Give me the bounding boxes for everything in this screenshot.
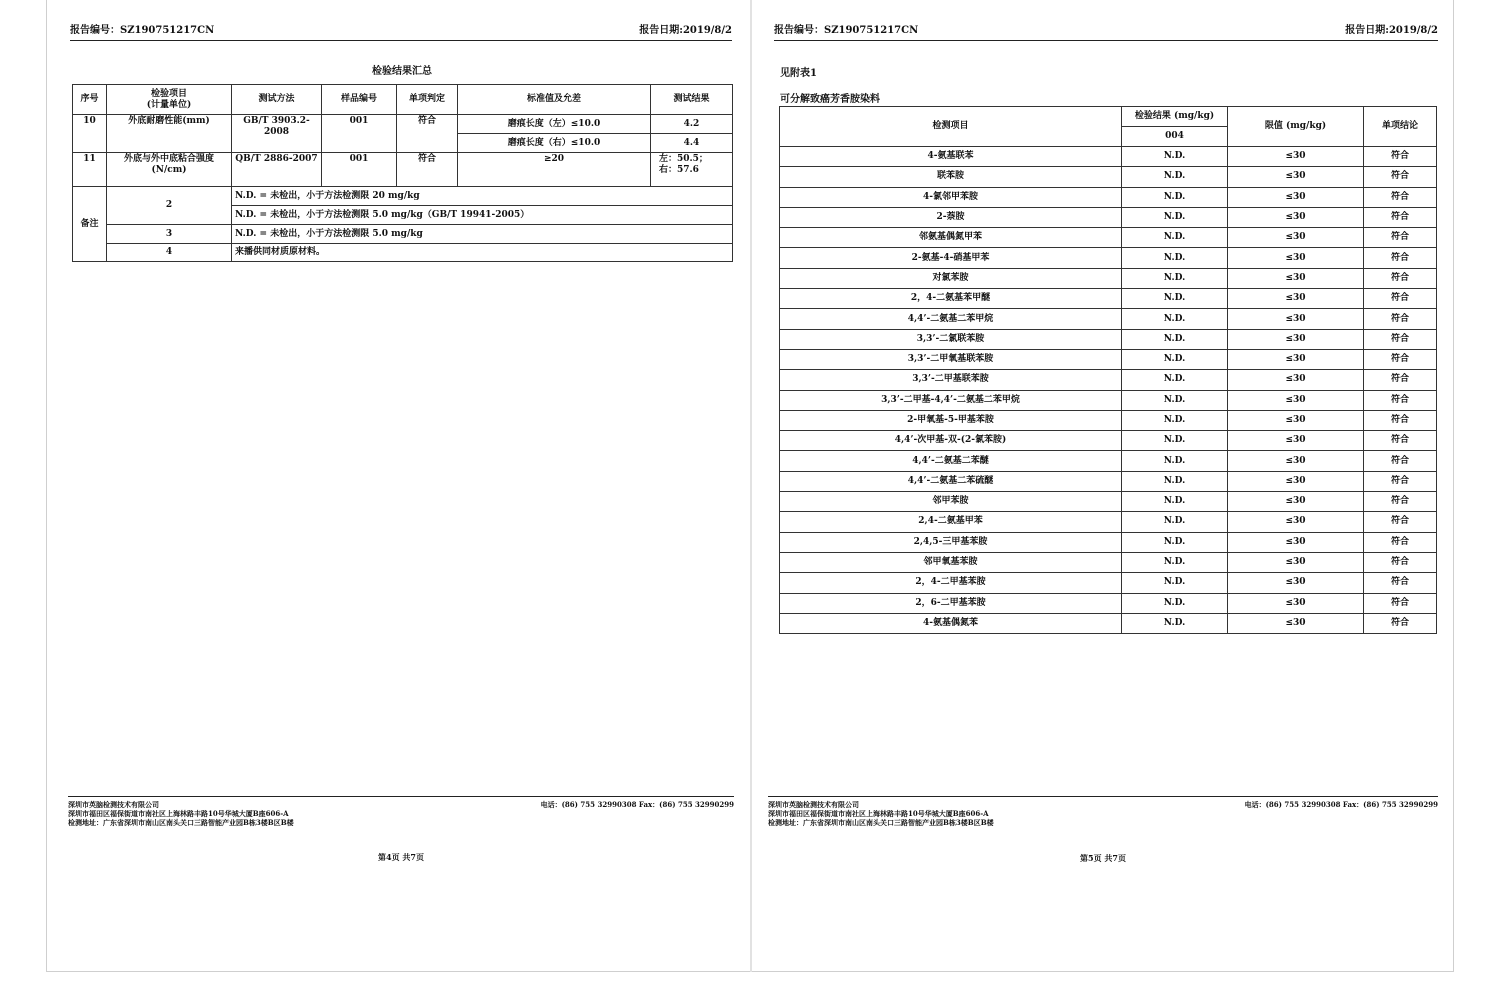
cell-verdict: 符合 [1364,248,1437,268]
cell-result: N.D. [1122,431,1228,451]
remark-number: 2 [107,187,232,225]
cell-verdict: 符合 [1364,431,1437,451]
test-result: 4.2 [651,115,733,134]
cell-limit: ≤30 [1228,187,1364,207]
cell-item: 2，4-二甲基苯胺 [780,573,1122,593]
cell-result: N.D. [1122,228,1228,248]
table-row [780,451,1437,471]
cell-item: 4,4’-二氨基二苯醚 [780,451,1122,471]
results-summary-table [72,84,733,262]
page-footer [68,796,734,827]
company-address: 深圳市福田区福保街道市南社区上海林路丰路10号华城大厦B座606-A [68,809,289,818]
page-header [70,24,732,41]
cell-result: N.D. [1122,451,1228,471]
cell-limit: ≤30 [1228,167,1364,187]
header-sample-id: 004 [1122,127,1228,147]
cell-item: 4,4’-次甲基-双-(2-氯苯胺) [780,431,1122,451]
cell-result: N.D. [1122,370,1228,390]
cell-limit: ≤30 [1228,207,1364,227]
header-item: 检测项目 [780,107,1122,147]
cell-verdict: 符合 [1364,309,1437,329]
cell-verdict: 符合 [1364,552,1437,572]
remarks-label: 备注 [73,187,107,262]
header-limit: 限值 (mg/kg) [1228,107,1364,147]
header-cell: 检验项目 (计量单位) [107,85,232,115]
cell-item: 4-氨基联苯 [780,147,1122,167]
cell-limit: ≤30 [1228,268,1364,288]
test-address: 检测地址：广东省深圳市南山区南头关口三路智能产业园B栋3楼B区B楼 [68,818,294,827]
test-result: 左：50.5； 右：57.6 [651,153,733,187]
test-method: GB/T 3903.2-2008 [232,115,322,153]
table-row [780,248,1437,268]
cell-limit: ≤30 [1228,349,1364,369]
cell-limit: ≤30 [1228,248,1364,268]
cell-limit: ≤30 [1228,329,1364,349]
table-row [780,268,1437,288]
remark-text: N.D. = 未检出，小于方法检测限 5.0 mg/kg（GB/T 19941-2005） [232,206,733,225]
cell-limit: ≤30 [1228,147,1364,167]
company-info [768,800,994,827]
report-number: 报告编号：SZ190751217CN [70,25,215,36]
cell-result: N.D. [1122,147,1228,167]
cell-item: 2-氨基-4-硝基甲苯 [780,248,1122,268]
cell-item: 2，6-二甲基苯胺 [780,593,1122,613]
cell-verdict: 符合 [1364,167,1437,187]
cell-limit: ≤30 [1228,431,1364,451]
table-row [780,552,1437,572]
cell-result: N.D. [1122,309,1228,329]
test-address: 检测地址：广东省深圳市南山区南头关口三路智能产业园B栋3楼B区B楼 [768,818,994,827]
table-row [780,349,1437,369]
standard-value: 磨痕长度（左）≤10.0 [458,115,651,134]
cell-item: 3,3’-二甲基-4,4’-二氨基二苯甲烷 [780,390,1122,410]
cell-item: 2,4-二氨基甲苯 [780,512,1122,532]
cell-result: N.D. [1122,329,1228,349]
company-address: 深圳市福田区福保街道市南社区上海林路丰路10号华城大厦B座606-A [768,809,989,818]
table-row [780,167,1437,187]
amine-results-table [779,106,1437,634]
standard-value: ≥20 [458,153,651,187]
cell-limit: ≤30 [1228,451,1364,471]
sample-id: 001 [322,153,397,187]
amine-table-body [780,147,1437,634]
cell-limit: ≤30 [1228,289,1364,309]
cell-verdict: 符合 [1364,390,1437,410]
cell-verdict: 符合 [1364,492,1437,512]
cell-verdict: 符合 [1364,147,1437,167]
cell-verdict: 符合 [1364,512,1437,532]
cell-result: N.D. [1122,532,1228,552]
row-number: 10 [73,115,107,153]
cell-result: N.D. [1122,248,1228,268]
cell-result: N.D. [1122,613,1228,633]
cell-verdict: 符合 [1364,268,1437,288]
cell-verdict: 符合 [1364,573,1437,593]
cell-item: 2-甲氧基-5-甲基苯胺 [780,410,1122,430]
table-row [73,153,733,187]
cell-limit: ≤30 [1228,410,1364,430]
report-date: 报告日期:2019/8/2 [1345,25,1438,36]
cell-verdict: 符合 [1364,207,1437,227]
page-right [752,0,1454,972]
header-cell: 单项判定 [397,85,458,115]
cell-limit: ≤30 [1228,309,1364,329]
cell-verdict: 符合 [1364,329,1437,349]
table-row [780,573,1437,593]
remarks-row [73,187,733,206]
cell-item: 2-萘胺 [780,207,1122,227]
table-header-row [73,85,733,115]
cell-result: N.D. [1122,471,1228,491]
cell-result: N.D. [1122,492,1228,512]
remarks-row [73,225,733,244]
table-row [780,147,1437,167]
standard-value: 磨痕长度（右）≤10.0 [458,134,651,153]
remark-number: 4 [107,244,232,262]
contact-phone: 电话：(86) 755 32990308 Fax：(86) 755 32990299 [1244,800,1438,809]
row-number: 11 [73,153,107,187]
company-name: 深圳市英脑检测技术有限公司 [768,800,859,809]
cell-result: N.D. [1122,207,1228,227]
remark-text: N.D. = 未检出，小于方法检测限 5.0 mg/kg [232,225,733,244]
cell-item: 邻氨基偶氮甲苯 [780,228,1122,248]
cell-limit: ≤30 [1228,613,1364,633]
table-row [780,471,1437,491]
page-number: 第4页 共7页 [378,852,424,862]
table-row [780,329,1437,349]
cell-result: N.D. [1122,289,1228,309]
test-item: 外底与外中底粘合强度 (N/cm) [107,153,232,187]
cell-item: 邻甲氧基苯胺 [780,552,1122,572]
appendix-label: 见附表1 [780,68,817,79]
cell-item: 4,4’-二氨基二苯硫醚 [780,471,1122,491]
table-row [780,187,1437,207]
cell-verdict: 符合 [1364,451,1437,471]
table-row [780,309,1437,329]
remark-text: 来播供同材质原材料。 [232,244,733,262]
cell-verdict: 符合 [1364,593,1437,613]
cell-result: N.D. [1122,512,1228,532]
cell-result: N.D. [1122,593,1228,613]
cell-result: N.D. [1122,390,1228,410]
cell-item: 4-氨基偶氮苯 [780,613,1122,633]
table-row [780,370,1437,390]
report-date: 报告日期:2019/8/2 [639,25,732,36]
table-row [780,431,1437,451]
test-result: 4.4 [651,134,733,153]
verdict: 符合 [397,153,458,187]
table-header-row [780,107,1437,127]
cell-item: 3,3’-二甲氧基联苯胺 [780,349,1122,369]
cell-limit: ≤30 [1228,593,1364,613]
cell-result: N.D. [1122,187,1228,207]
cell-limit: ≤30 [1228,228,1364,248]
header-cell: 标准值及允差 [458,85,651,115]
cell-verdict: 符合 [1364,532,1437,552]
header-verdict: 单项结论 [1364,107,1437,147]
table-row [73,115,733,134]
report-number: 报告编号：SZ190751217CN [774,25,919,36]
page-header [774,24,1438,41]
cell-item: 邻甲苯胺 [780,492,1122,512]
cell-verdict: 符合 [1364,410,1437,430]
cell-result: N.D. [1122,573,1228,593]
cell-item: 对氯苯胺 [780,268,1122,288]
page-footer [768,796,1438,827]
header-cell: 样品编号 [322,85,397,115]
table-row [780,613,1437,633]
cell-item: 联苯胺 [780,167,1122,187]
cell-limit: ≤30 [1228,532,1364,552]
cell-result: N.D. [1122,349,1228,369]
cell-verdict: 符合 [1364,187,1437,207]
cell-limit: ≤30 [1228,512,1364,532]
table-row [780,390,1437,410]
header-cell: 测试方法 [232,85,322,115]
table-title: 检验结果汇总 [372,66,432,77]
test-method: QB/T 2886-2007 [232,153,322,187]
cell-limit: ≤30 [1228,471,1364,491]
page-number: 第5页 共7页 [1080,853,1126,863]
cell-verdict: 符合 [1364,471,1437,491]
table-subtitle: 可分解致癌芳香胺染料 [780,94,880,105]
cell-limit: ≤30 [1228,552,1364,572]
cell-item: 3,3’-二甲基联苯胺 [780,370,1122,390]
sample-id: 001 [322,115,397,153]
remarks-row [73,244,733,262]
header-result: 检验结果 (mg/kg) [1122,107,1228,127]
cell-item: 3,3’-二氯联苯胺 [780,329,1122,349]
cell-verdict: 符合 [1364,613,1437,633]
cell-limit: ≤30 [1228,370,1364,390]
cell-verdict: 符合 [1364,289,1437,309]
cell-item: 2,4,5-三甲基苯胺 [780,532,1122,552]
cell-result: N.D. [1122,410,1228,430]
header-cell: 测试结果 [651,85,733,115]
cell-item: 2，4-二氨基苯甲醚 [780,289,1122,309]
cell-verdict: 符合 [1364,228,1437,248]
company-info [68,800,294,827]
cell-verdict: 符合 [1364,349,1437,369]
cell-limit: ≤30 [1228,390,1364,410]
table-row [780,228,1437,248]
cell-item: 4-氯邻甲苯胺 [780,187,1122,207]
cell-limit: ≤30 [1228,573,1364,593]
table-row [780,492,1437,512]
remark-number: 3 [107,225,232,244]
table-row [780,512,1437,532]
cell-verdict: 符合 [1364,370,1437,390]
header-cell: 序号 [73,85,107,115]
page-left [46,0,750,972]
remark-text: N.D. = 未检出，小于方法检测限 20 mg/kg [232,187,733,206]
cell-limit: ≤30 [1228,492,1364,512]
cell-result: N.D. [1122,268,1228,288]
company-name: 深圳市英脑检测技术有限公司 [68,800,159,809]
table-row [780,289,1437,309]
cell-result: N.D. [1122,552,1228,572]
contact-phone: 电话：(86) 755 32990308 Fax：(86) 755 32990299 [540,800,734,809]
verdict: 符合 [397,115,458,153]
table-row [780,410,1437,430]
cell-result: N.D. [1122,167,1228,187]
table-row [780,207,1437,227]
table-row [780,593,1437,613]
table-row [780,532,1437,552]
cell-item: 4,4’-二氨基二苯甲烷 [780,309,1122,329]
test-item: 外底耐磨性能(mm) [107,115,232,153]
